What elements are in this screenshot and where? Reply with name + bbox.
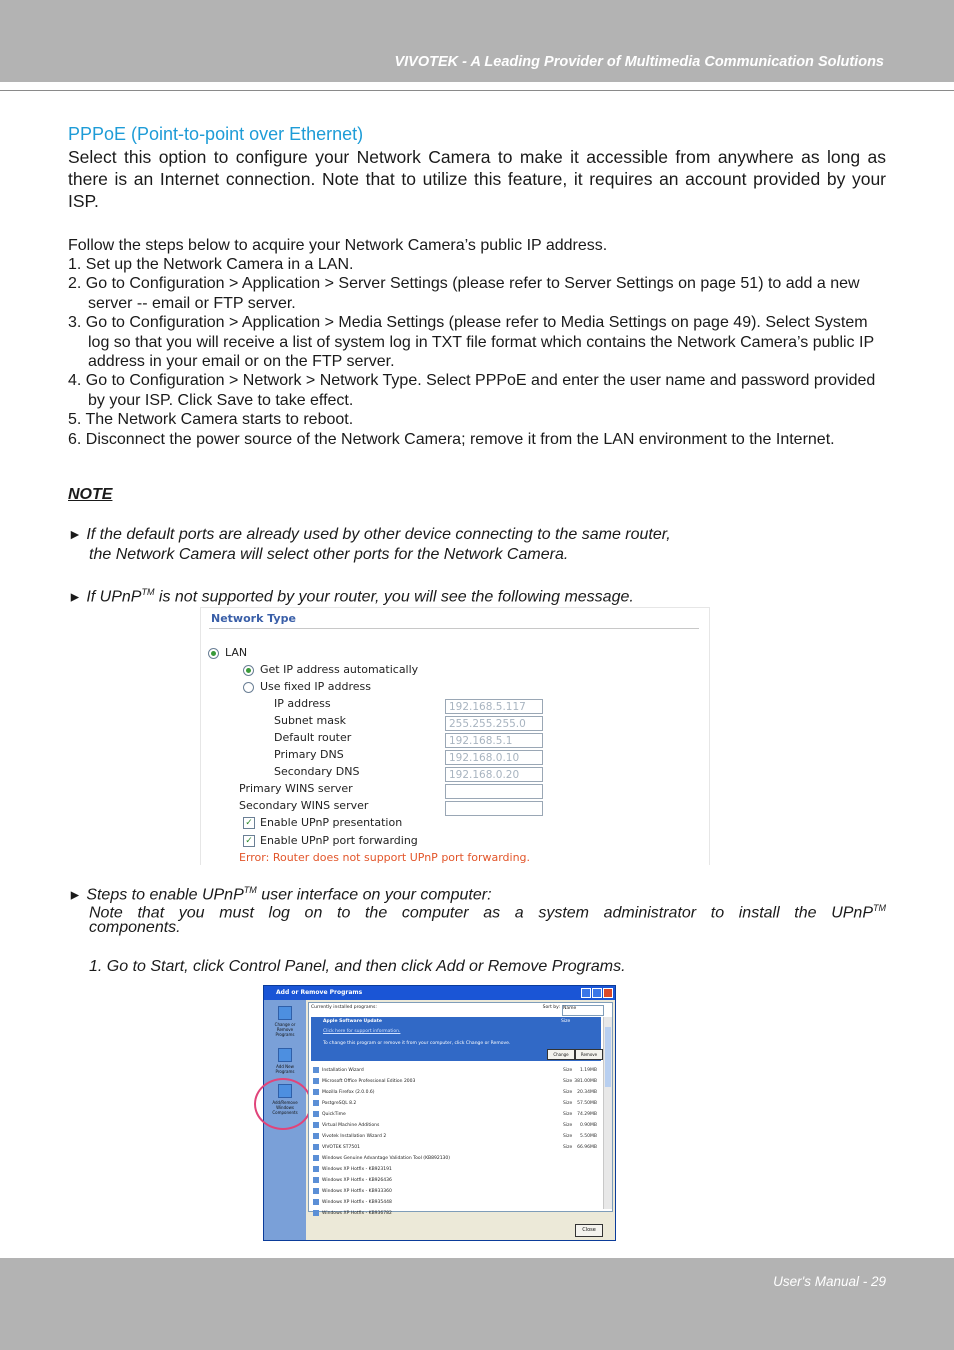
bullet-text: If the default ports are already used by other device connecting to the same router,: [86, 526, 671, 543]
program-name: Vivotek Installation Wizard 2: [322, 1134, 387, 1139]
program-row[interactable]: [313, 1142, 599, 1153]
program-row[interactable]: [313, 1109, 599, 1120]
lan-radio[interactable]: [208, 648, 219, 659]
programs-list-panel: [308, 1002, 613, 1216]
window-controls: [581, 988, 613, 998]
program-name: QuickTime: [322, 1112, 346, 1117]
program-icon: [313, 1155, 319, 1161]
program-row[interactable]: [313, 1186, 599, 1197]
program-row[interactable]: [313, 1164, 599, 1175]
upnp-presentation-label: Enable UPnP presentation: [260, 816, 403, 829]
nav-label: Add/Remove Windows Components: [272, 1100, 298, 1115]
steps-intro: Follow the steps below to acquire your Network Camera’s public IP address.: [68, 237, 608, 254]
size-label: Size: [563, 1079, 573, 1084]
program-size: 66.96MB: [577, 1145, 597, 1150]
program-name: Installation Wizard: [322, 1068, 364, 1073]
primary-wins-field[interactable]: [445, 784, 543, 799]
bullet-text: the Network Camera will select other ports for the Network Camera.: [89, 546, 569, 563]
remove-button[interactable]: Remove: [575, 1049, 603, 1060]
subnet-mask-field[interactable]: 255.255.255.0: [445, 716, 543, 731]
bullet-text: If UPnP: [86, 588, 142, 606]
program-size: 0.90MB: [580, 1123, 597, 1128]
default-router-field[interactable]: 192.168.5.1: [445, 733, 543, 748]
add-programs-icon: [278, 1048, 292, 1062]
step-item: 4. Go to Configuration > Network > Network Type. Select PPPoE and enter the user name and password provided by your ISP. Click Save to take effect.: [68, 372, 876, 409]
primary-wins-label: Primary WINS server: [239, 782, 353, 795]
program-icon: [313, 1210, 319, 1216]
header-title: VIVOTEK - A Leading Provider of Multimedia Communication Solutions: [394, 54, 884, 70]
upnp-presentation-checkbox[interactable]: ✓: [243, 817, 255, 829]
program-icon: [313, 1111, 319, 1117]
program-row[interactable]: [313, 1175, 599, 1186]
close-button[interactable]: Close: [575, 1224, 603, 1237]
program-size: 57.50MB: [577, 1101, 597, 1106]
selected-program-name: Apple Software Update: [323, 1019, 382, 1024]
program-icon: [313, 1177, 319, 1183]
lan-label: LAN: [225, 646, 248, 659]
default-router-label: Default router: [274, 731, 352, 744]
sort-by-label: Sort by:: [542, 1005, 560, 1010]
scrollbar-thumb[interactable]: [605, 1027, 611, 1087]
program-icon: [313, 1199, 319, 1205]
close-icon[interactable]: [603, 988, 613, 998]
note-bullet-ports: [68, 524, 886, 565]
upnp-port-forwarding-label: Enable UPnP port forwarding: [260, 834, 418, 847]
nav-label: Add New Programs: [275, 1064, 295, 1074]
step-item: 3. Go to Configuration > Application > Media Settings (please refer to Media Settings on page 49). Select System log so that you will receive a list of system log in TXT file format which contains the Network Camera’s public IP address in your email or on the FTP server.: [68, 314, 874, 371]
section-heading: PPPoE (Point-to-point over Ethernet): [68, 124, 364, 144]
list-scrollbar[interactable]: [603, 1017, 612, 1209]
divider: [209, 628, 699, 629]
size-label: Size: [563, 1134, 573, 1139]
footer-page-label: User's Manual - 29: [773, 1274, 886, 1289]
program-row[interactable]: [313, 1065, 599, 1076]
tm-mark: TM: [243, 885, 257, 895]
ip-address-label: IP address: [274, 697, 331, 710]
secondary-dns-field[interactable]: 192.168.0.20: [445, 767, 543, 782]
step-item: 1. Set up the Network Camera in a LAN.: [68, 256, 354, 273]
primary-dns-label: Primary DNS: [274, 748, 344, 761]
support-link[interactable]: Click here for support information.: [323, 1029, 401, 1034]
bullet-text: Steps to enable UPnP: [86, 886, 244, 904]
size-label: Size: [563, 1068, 573, 1073]
note-bullet-upnp: [68, 582, 886, 607]
size-label: Size: [563, 1101, 573, 1106]
tm-mark: TM: [873, 903, 886, 913]
program-icon: [313, 1144, 319, 1150]
program-size: 5.50MB: [580, 1134, 597, 1139]
highlight-circle: [254, 1078, 312, 1130]
program-name: VIVOTEK ST7501: [322, 1145, 360, 1150]
maximize-icon[interactable]: [592, 988, 602, 998]
admin-note-line2: components.: [89, 919, 181, 936]
selected-program[interactable]: [311, 1017, 601, 1061]
program-icon: [313, 1067, 319, 1073]
program-icon: [313, 1166, 319, 1172]
step-item: 2. Go to Configuration > Application > Server Settings (please refer to Server Settings on page 51) to add a new server -- email or FTP server.: [68, 275, 860, 312]
program-row[interactable]: [313, 1098, 599, 1109]
fixed-ip-label: Use fixed IP address: [260, 680, 371, 693]
nav-label: Change or Remove Programs: [274, 1022, 296, 1037]
bullet-text: user interface on your computer:: [256, 886, 492, 904]
program-name: PostgreSQL 8.2: [322, 1101, 357, 1106]
add-remove-programs-screenshot: [263, 985, 616, 1241]
program-size: 20.34MB: [577, 1090, 597, 1095]
program-icon: [313, 1100, 319, 1106]
program-row[interactable]: [313, 1120, 599, 1131]
program-icon: [313, 1188, 319, 1194]
program-row[interactable]: [313, 1197, 599, 1208]
upnp-port-forwarding-checkbox[interactable]: ✓: [243, 835, 255, 847]
primary-dns-field[interactable]: 192.168.0.10: [445, 750, 543, 765]
program-name: Microsoft Office Professional Edition 2003: [322, 1079, 416, 1084]
program-row[interactable]: [313, 1076, 599, 1087]
program-size: 1.19MB: [580, 1068, 597, 1073]
program-size: 381.00MB: [574, 1079, 597, 1084]
auto-ip-radio[interactable]: [243, 665, 254, 676]
arrow-icon: ►: [68, 886, 82, 903]
size-label: Size: [563, 1112, 573, 1117]
program-icon: [313, 1089, 319, 1095]
secondary-dns-label: Secondary DNS: [274, 765, 360, 778]
program-row[interactable]: [313, 1131, 599, 1142]
ip-address-field[interactable]: 192.168.5.117: [445, 699, 543, 714]
change-button[interactable]: Change: [547, 1049, 575, 1060]
size-label: Size: [563, 1123, 573, 1128]
program-icon: [313, 1122, 319, 1128]
change-hint: To change this program or remove it from your computer, click Change or Remove.: [323, 1041, 511, 1046]
minimize-icon[interactable]: [581, 988, 591, 998]
arrow-icon: ►: [68, 588, 82, 605]
step-item: 5. The Network Camera starts to reboot.: [68, 411, 354, 429]
program-name: Windows XP Hotfix - KB926436: [322, 1178, 392, 1183]
programs-icon: [278, 1006, 292, 1020]
sort-select[interactable]: Name: [562, 1005, 604, 1016]
program-name: Mozilla Firefox (2.0.0.6): [322, 1090, 375, 1095]
arrow-icon: ►: [68, 526, 82, 542]
nav-add-new[interactable]: [267, 1048, 303, 1074]
upnp-error-message: Error: Router does not support UPnP port forwarding.: [239, 851, 531, 864]
page-footer: [0, 1258, 954, 1350]
program-name: Virtual Machine Additions: [322, 1123, 380, 1128]
program-icon: [313, 1133, 319, 1139]
window-title: Add or Remove Programs: [264, 986, 615, 1000]
size-label: Size: [561, 1019, 571, 1024]
program-row[interactable]: [313, 1208, 599, 1216]
nav-change-remove[interactable]: [267, 1006, 303, 1037]
list-header: [311, 1005, 608, 1015]
admin-note-text: Note that you must log on to the computer as a system administrator to install the UPnP: [89, 904, 873, 922]
auto-ip-label: Get IP address automatically: [260, 663, 419, 676]
size-label: Size: [563, 1090, 573, 1095]
intro-paragraph: Select this option to configure your Network Camera to make it accessible from anywhere as long as there is an Internet connection. Note that to utilize this feature, it requires an account provided by your ISP.: [68, 147, 886, 211]
program-row[interactable]: [313, 1087, 599, 1098]
program-name: Windows XP Hotfix - KB933360: [322, 1189, 392, 1194]
page-header: [0, 0, 954, 82]
subnet-mask-label: Subnet mask: [274, 714, 347, 727]
program-name: Windows XP Hotfix - KB923191: [322, 1167, 392, 1172]
step-item: 6. Disconnect the power source of the Network Camera; remove it from the LAN environment to the Internet.: [68, 430, 835, 448]
tm-mark: TM: [141, 587, 155, 597]
program-row[interactable]: [313, 1153, 599, 1164]
currently-installed-label: Currently installed programs:: [311, 1005, 377, 1010]
secondary-wins-label: Secondary WINS server: [239, 799, 369, 812]
steps-list: [68, 255, 886, 449]
bullet-text: is not supported by your router, you will see the following message.: [154, 588, 634, 606]
program-icon: [313, 1078, 319, 1084]
fixed-ip-radio[interactable]: [243, 682, 254, 693]
step-start-control-panel: 1. Go to Start, click Control Panel, and then click Add or Remove Programs.: [89, 958, 626, 975]
program-name: Windows XP Hotfix - KB935448: [322, 1200, 392, 1205]
program-size: 74.29MB: [577, 1112, 597, 1117]
program-name: Windows XP Hotfix - KB936782: [322, 1211, 392, 1216]
secondary-wins-field[interactable]: [445, 801, 543, 816]
network-type-screenshot: [200, 607, 710, 865]
note-title: NOTE: [68, 486, 113, 503]
program-name: Windows Genuine Advantage Validation Tool (KB892130): [322, 1156, 451, 1161]
header-rule: [0, 90, 954, 91]
size-label: Size: [563, 1145, 573, 1150]
network-type-title: Network Type: [211, 612, 296, 625]
